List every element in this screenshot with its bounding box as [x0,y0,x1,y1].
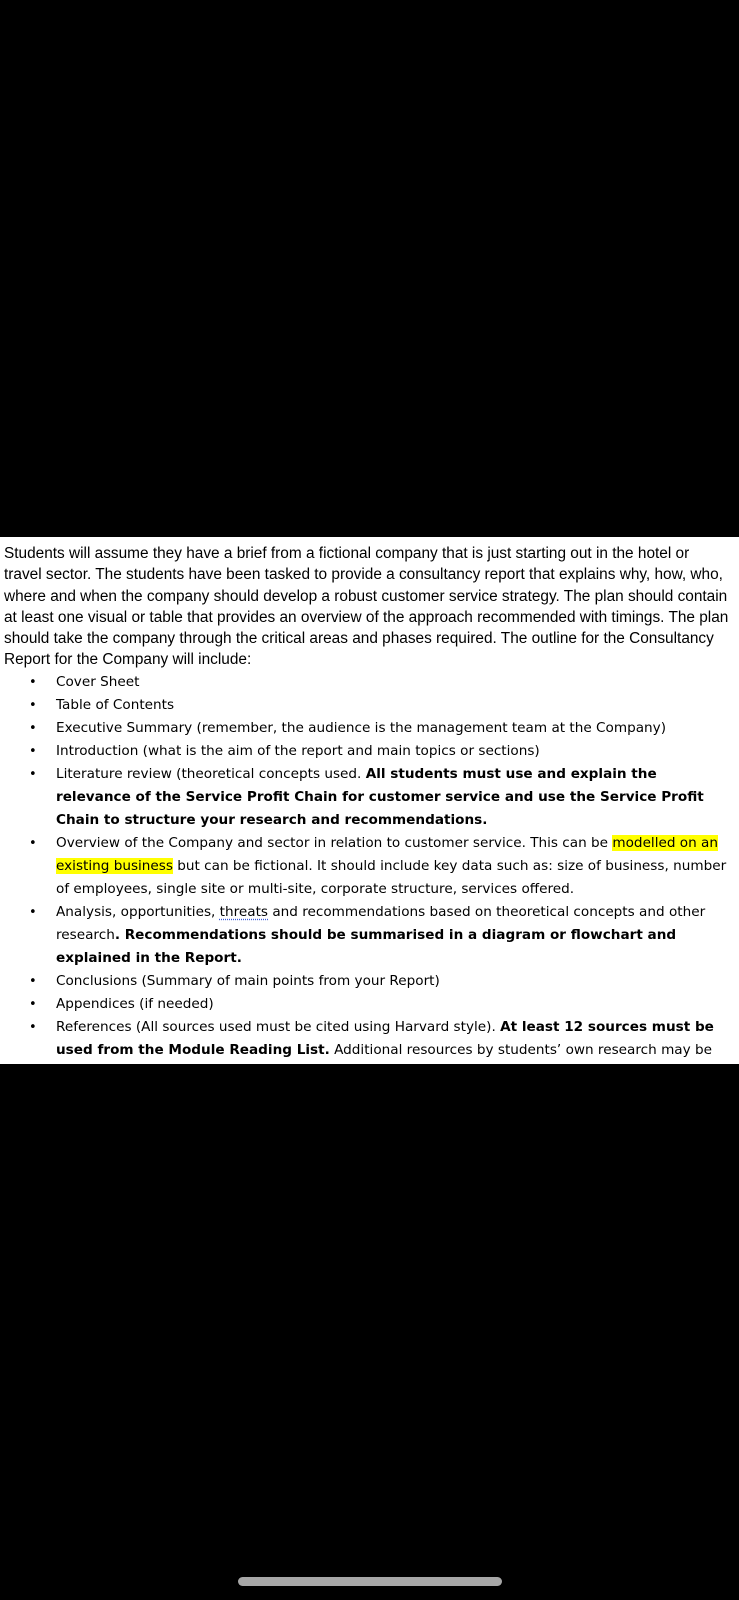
list-item-conclusions [29,970,729,993]
highlighted-text: modelled on an existing business [56,834,718,874]
item-text: Additional resources by students’ own research may be added. [56,1041,712,1081]
report-outline-list [4,671,729,1085]
item-text-bold: All students must use and explain the relevance of the Service Profit Chain for customer service and use the Service Profit Chain to structure your research and recommendations. [56,765,704,828]
item-text-bold: . Recommendations should be summarised in a diagram or flowchart and explained in the Report. [56,926,677,966]
item-text: Introduction (what is the aim of the report and main topics or sections) [56,742,540,759]
item-text: Analysis, opportunities, [56,903,220,920]
list-item-references [29,1016,729,1085]
bullet-icon: • [29,743,37,759]
list-item-appendices [29,993,729,1016]
list-item-literature-review [29,763,729,832]
list-item-company-overview [29,832,729,901]
item-text: Cover Sheet [56,673,140,690]
list-item-cover-sheet [29,671,729,694]
bullet-icon: • [29,697,37,713]
item-text: Literature review (theoretical concepts used. [56,765,366,782]
list-item-table-of-contents [29,694,729,717]
item-text: but can be fictional. It should include key data such as: size of business, number of employees, single site or multi-site, corporate structure, services offered. [56,857,727,897]
item-text: and recommendations based on theoretical concepts and other research [56,903,706,943]
item-text: Overview of the Company and sector in relation to customer service. This can be [56,834,613,851]
bullet-icon: • [29,904,37,920]
bullet-icon: • [29,674,37,690]
item-text-bold: At least 12 sources must be used from the Module Reading List. [56,1018,714,1058]
item-text: Executive Summary (remember, the audience is the management team at the Company) [56,719,667,736]
item-text: Appendices (if needed) [56,995,214,1012]
list-item-executive-summary [29,717,729,740]
bullet-icon: • [29,835,37,851]
item-text: Conclusions (Summary of main points from your Report) [56,972,440,989]
spellcheck-underlined-word: threats [219,903,269,920]
bullet-icon: • [29,996,37,1012]
bullet-icon: • [29,766,37,782]
bullet-icon: • [29,973,37,989]
bullet-icon: • [29,1019,37,1035]
list-item-introduction [29,740,729,763]
item-text: Table of Contents [56,696,175,713]
document-page [0,537,739,1081]
bullet-icon: • [29,720,37,736]
home-indicator-bar[interactable] [238,1577,502,1586]
intro-paragraph: Students will assume they have a brief from a fictional company that is just starting out in the hotel or travel sector. The students have been tasked to provide a consultancy report that explains why, how, who, where and when the company should develop a robust customer service strategy. The plan should contain at least one visual or table that provides an overview of the approach recommended with timings. The plan should take the company through the critical areas and phases required. The outline for the Consultancy Report for the Company will include: [4,545,729,669]
item-text: References (All sources used must be cited using Harvard style). [56,1018,501,1035]
list-item-analysis [29,901,729,970]
